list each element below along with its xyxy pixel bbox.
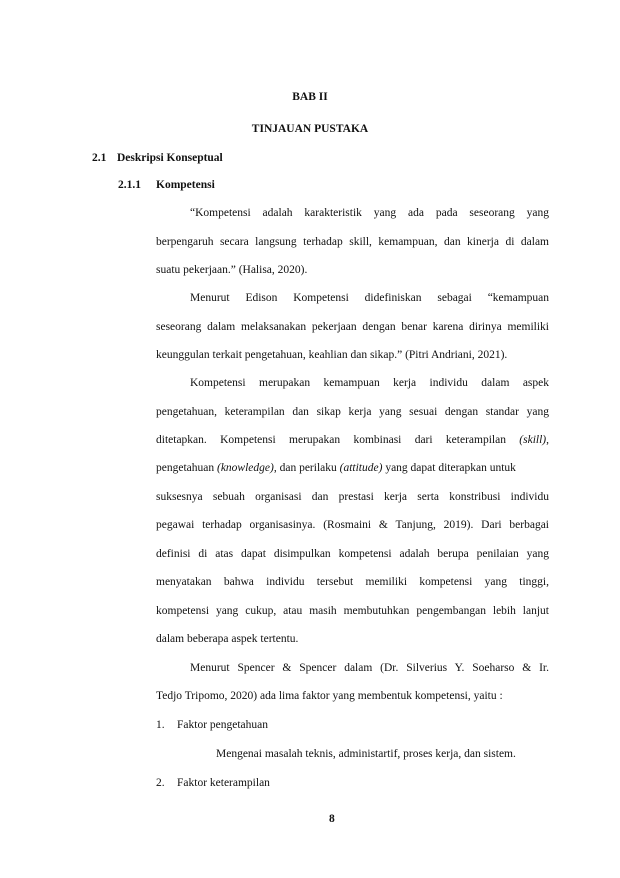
paragraph-line: seseorang dalam melaksanakan pekerjaan dengan benar karena dirinya memiliki (156, 321, 549, 333)
text-run: pengetahuan (156, 462, 217, 474)
paragraph-line: pengetahuan, keterampilan dan sikap kerja yang sesuai dengan standar yang (156, 406, 549, 418)
paragraph-line (156, 435, 549, 447)
term-attitude: (attitude) (339, 462, 383, 474)
term-skill: (skill) (519, 434, 547, 446)
list-item-number: 1. (156, 719, 165, 731)
paragraph-line: “Kompetensi adalah karakteristik yang ada pada seseorang yang (190, 207, 549, 219)
list-item-description: Mengenai masalah teknis, administartif, proses kerja, dan sistem. (216, 748, 516, 760)
list-item-label: Faktor pengetahuan (177, 719, 269, 731)
paragraph-line: menyatakan bahwa individu tersebut memiliki kompetensi yang tinggi, (156, 576, 549, 588)
section-title: Deskripsi Konseptual (117, 152, 223, 164)
list-item-number: 2. (156, 777, 165, 789)
paragraph-line: definisi di atas dapat disimpulkan kompetensi adalah berupa penilaian yang (156, 548, 549, 560)
text-run: ditetapkan. Kompetensi merupakan kombinasi dari keterampilan (156, 434, 520, 446)
page-number: 8 (329, 813, 335, 825)
paragraph-line: pegawai terhadap organisasinya. (Rosmaini & Tanjung, 2019). Dari berbagai (156, 519, 549, 531)
paragraph-line: Tedjo Tripomo, 2020) ada lima faktor yang membentuk kompetensi, yaitu : (156, 690, 503, 702)
subsection-number: 2.1.1 (118, 179, 141, 191)
paragraph-line: Kompetensi merupakan kemampuan kerja individu dalam aspek (190, 377, 549, 389)
paragraph-line: keunggulan terkait pengetahuan, keahlian dan sikap.” (Pitri Andriani, 2021). (156, 349, 508, 361)
term-knowledge: (knowledge) (217, 462, 274, 474)
paragraph-line: kompetensi yang cukup, atau masih membutuhkan pengembangan lebih lanjut (156, 605, 549, 617)
text-run: yang dapat diterapkan untuk (382, 462, 516, 474)
section-number: 2.1 (92, 152, 107, 164)
paragraph-line: Menurut Spencer & Spencer dalam (Dr. Silverius Y. Soeharso & Ir. (190, 662, 549, 674)
chapter-title: TINJAUAN PUSTAKA (251, 123, 369, 135)
chapter-heading: BAB II (292, 91, 328, 103)
text-run: , dan perilaku (273, 462, 340, 474)
text-run: , (546, 434, 549, 446)
paragraph-line: suksesnya sebuah organisasi dan prestasi kerja serta konstribusi individu (156, 491, 549, 503)
paragraph-line (156, 463, 516, 475)
paragraph-line: dalam beberapa aspek tertentu. (156, 633, 299, 645)
paragraph-line: suatu pekerjaan.” (Halisa, 2020). (156, 264, 308, 276)
paragraph-line: berpengaruh secara langsung terhadap skill, kemampuan, dan kinerja di dalam (156, 236, 549, 248)
paragraph-line: Menurut Edison Kompetensi didefiniskan sebagai “kemampuan (190, 292, 549, 304)
list-item-label: Faktor keterampilan (177, 777, 270, 789)
subsection-title: Kompetensi (156, 179, 215, 191)
